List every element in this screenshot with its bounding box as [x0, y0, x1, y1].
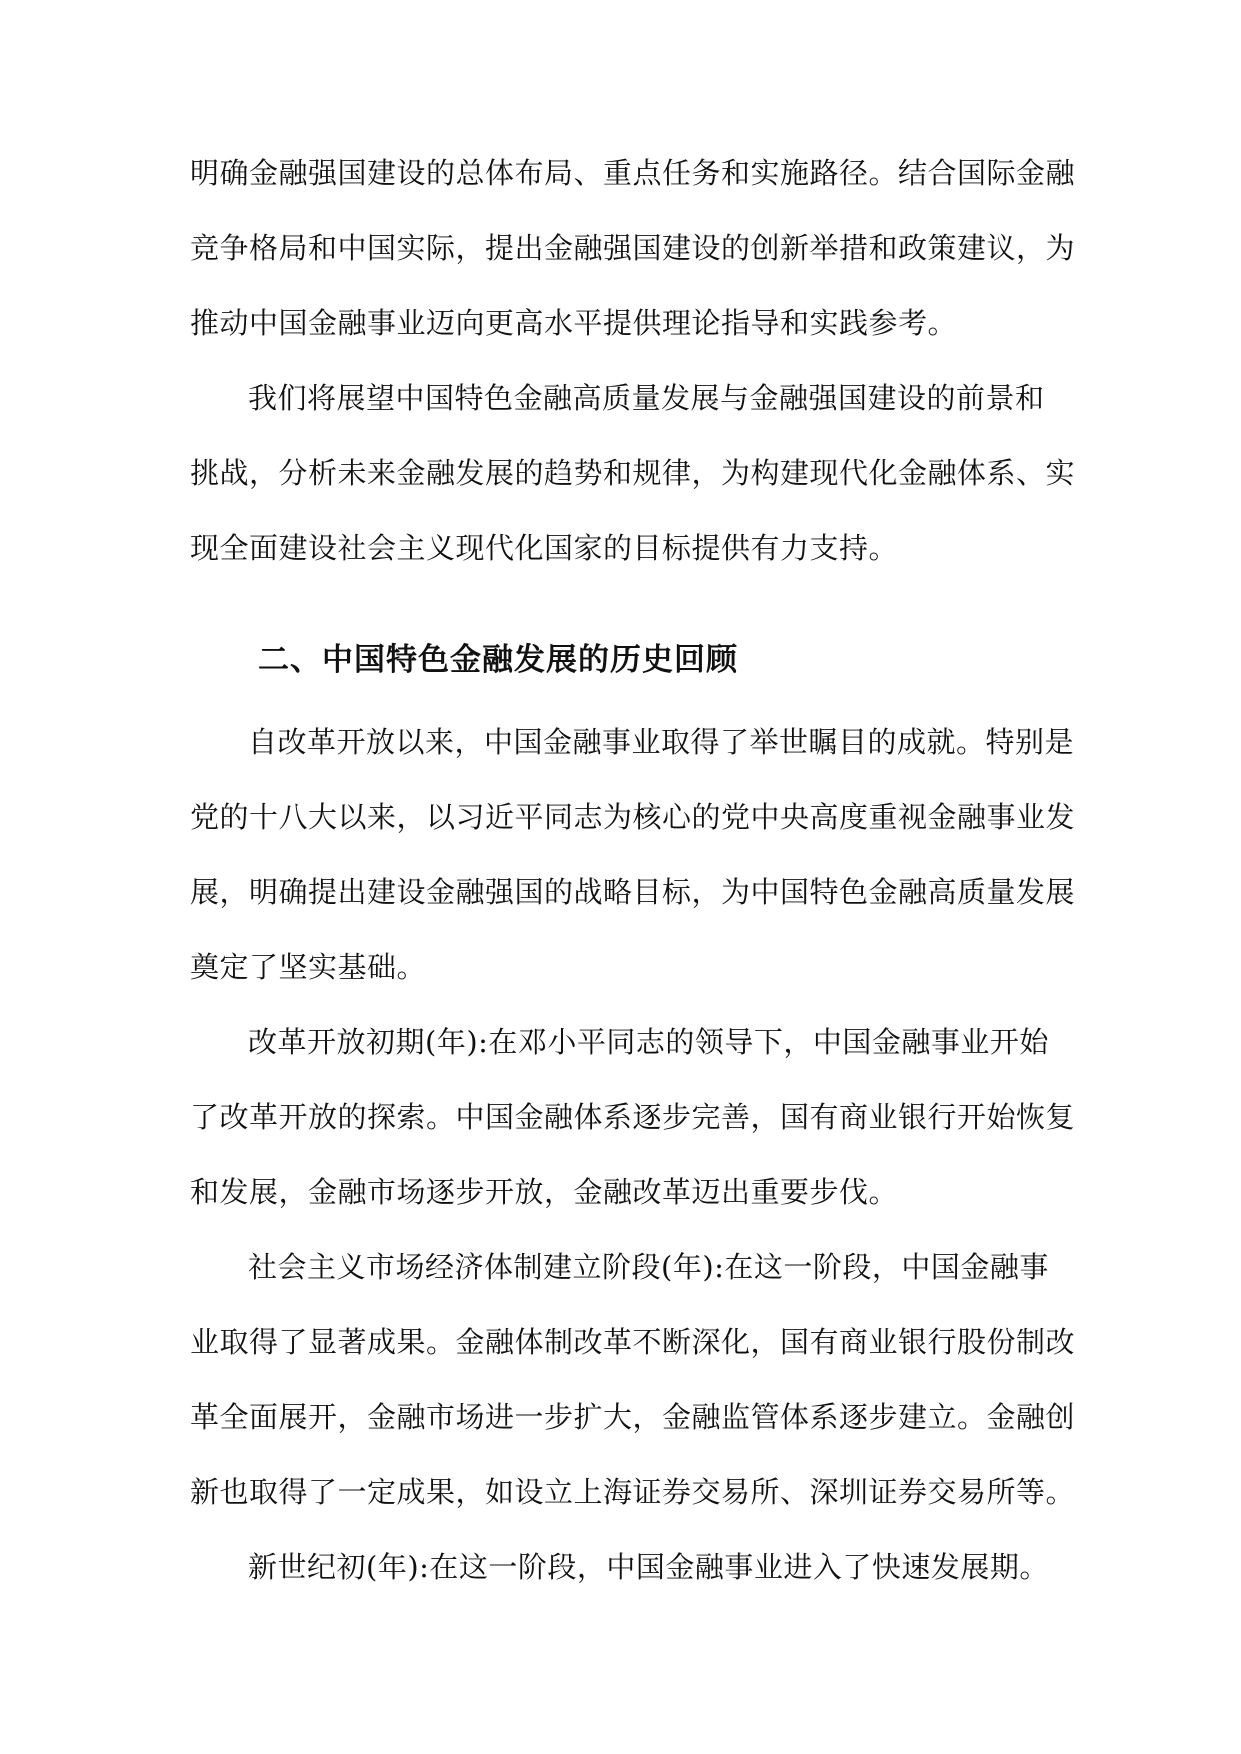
body-line: 奠定了坚实基础。: [190, 950, 427, 984]
body-line: 新也取得了一定成果，如设立上海证券交易所、深圳证券交易所等。: [190, 1475, 1076, 1509]
body-line: 现全面建设社会主义现代化国家的目标提供有力支持。: [190, 531, 899, 565]
body-line: 我们将展望中国特色金融高质量发展与金融强国建设的前景和: [248, 381, 1045, 415]
body-line: 业取得了显著成果。金融体制改革不断深化，国有商业银行股份制改: [190, 1325, 1076, 1359]
body-line: 展，明确提出建设金融强国的战略目标，为中国特色金融高质量发展: [190, 875, 1076, 909]
body-line: 和发展，金融市场逐步开放，金融改革迈出重要步伐。: [190, 1175, 899, 1209]
body-line: 竞争格局和中国实际，提出金融强国建设的创新举措和政策建议，为: [190, 231, 1076, 265]
body-line: 挑战，分析未来金融发展的趋势和规律，为构建现代化金融体系、实: [190, 456, 1076, 490]
body-line: 了改革开放的探索。中国金融体系逐步完善，国有商业银行开始恢复: [190, 1100, 1076, 1134]
body-line: 改革开放初期(年):在邓小平同志的领导下，中国金融事业开始: [248, 1025, 1049, 1059]
body-line: 明确金融强国建设的总体布局、重点任务和实施路径。结合国际金融: [190, 156, 1076, 190]
body-line: 革全面展开，金融市场进一步扩大，金融监管体系逐步建立。金融创: [190, 1400, 1076, 1434]
section-heading: 二、中国特色金融发展的历史回顾: [258, 642, 738, 678]
body-line: 推动中国金融事业迈向更高水平提供理论指导和实践参考。: [190, 306, 958, 340]
body-line: 自改革开放以来，中国金融事业取得了举世瞩目的成就。特别是: [248, 725, 1075, 759]
body-line: 新世纪初(年):在这一阶段，中国金融事业进入了快速发展期。: [248, 1550, 1049, 1584]
body-line: 社会主义市场经济体制建立阶段(年):在这一阶段，中国金融事: [248, 1250, 1049, 1284]
body-line: 党的十八大以来，以习近平同志为核心的党中央高度重视金融事业发: [190, 800, 1076, 834]
